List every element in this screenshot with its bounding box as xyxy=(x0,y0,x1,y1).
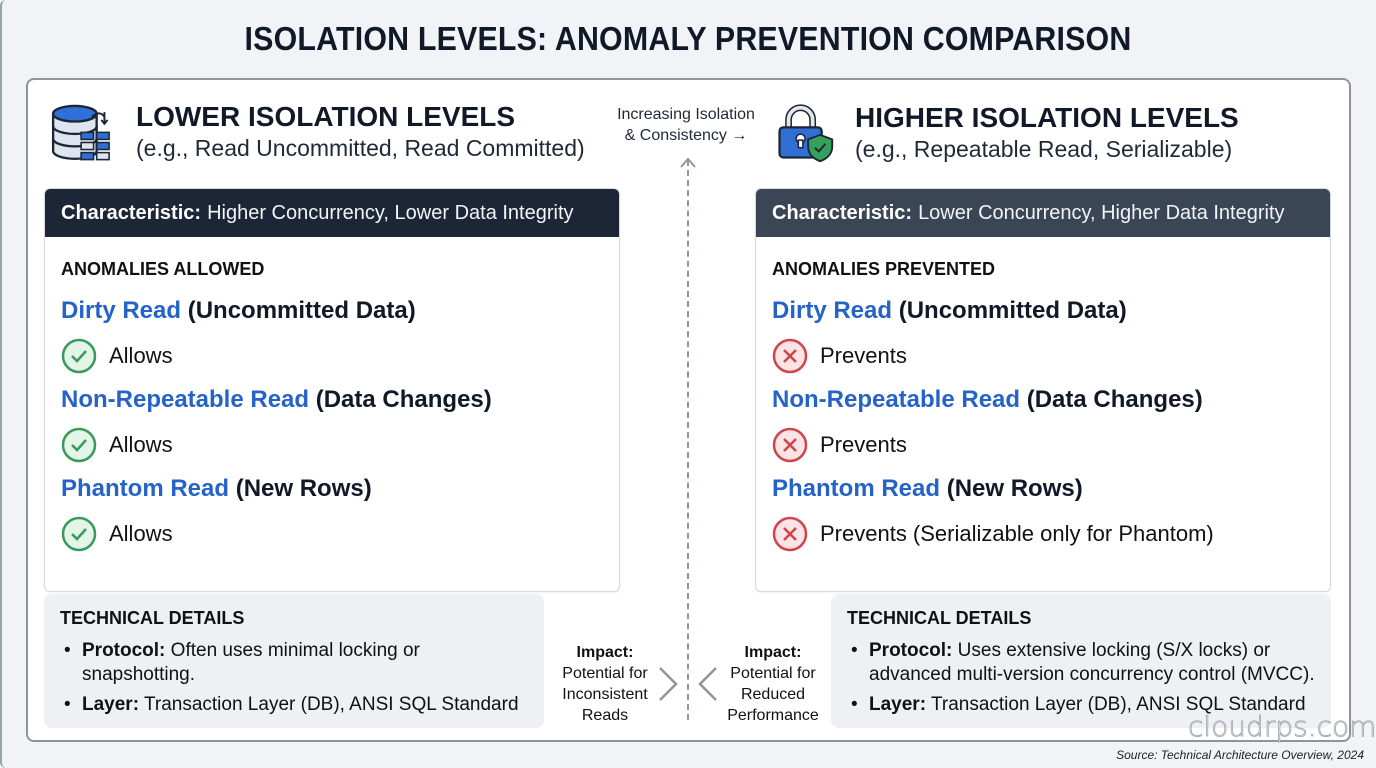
anomaly-status: Prevents xyxy=(820,343,907,368)
anomaly-name: Dirty Read xyxy=(772,297,893,324)
anomaly-name: Phantom Read xyxy=(61,475,230,502)
impact-lower xyxy=(550,642,660,726)
tech-detail-item xyxy=(847,639,1315,687)
arrow-up-icon xyxy=(679,157,697,175)
technical-details-lower xyxy=(44,594,544,728)
anomaly-name: Dirty Read xyxy=(61,297,182,324)
source-caption: Source: Technical Architecture Overview, 2024 xyxy=(1116,748,1364,762)
center-label-line2: & Consistency → xyxy=(624,127,748,144)
anomaly-name: Phantom Read xyxy=(772,475,941,502)
check-circle-icon xyxy=(61,338,97,374)
tech-detail-text: Transaction Layer (DB), ANSI SQL Standard xyxy=(930,694,1306,715)
x-circle-icon xyxy=(772,338,808,374)
higher-isolation-title: HIGHER ISOLATION LEVELS xyxy=(855,102,1239,133)
anomaly-name: Non-Repeatable Read xyxy=(772,386,1021,413)
tech-detail-item xyxy=(60,639,528,687)
impact-label: Impact: xyxy=(576,644,634,661)
impact-text: Potential for Reduced Performance xyxy=(727,665,819,724)
anomaly-detail: (Uncommitted Data) xyxy=(187,297,416,324)
impact-higher xyxy=(718,642,828,726)
anomaly-name: Non-Repeatable Read xyxy=(61,386,310,413)
characteristic-label: Characteristic: xyxy=(772,201,913,224)
higher-isolation-panel xyxy=(755,188,1331,592)
anomaly-status: Allows xyxy=(109,521,173,546)
database-table-icon xyxy=(50,100,120,164)
dashed-divider xyxy=(687,160,689,720)
characteristic-header xyxy=(45,189,619,237)
higher-isolation-heading xyxy=(775,100,1239,166)
technical-details-title: TECHNICAL DETAILS xyxy=(847,608,1032,628)
higher-isolation-subtitle: (e.g., Repeatable Read, Serializable) xyxy=(855,136,1233,162)
chevron-left-icon xyxy=(697,665,719,703)
check-circle-icon xyxy=(61,427,97,463)
anomaly-status: Allows xyxy=(109,343,173,368)
anomalies-title: ANOMALIES PREVENTED xyxy=(772,259,996,279)
page-title: ISOLATION LEVELS: ANOMALY PREVENTION COMPARISON xyxy=(244,20,1132,57)
characteristic-label: Characteristic: xyxy=(61,201,202,224)
lower-isolation-title: LOWER ISOLATION LEVELS xyxy=(136,101,516,132)
anomaly-item xyxy=(772,385,1314,463)
anomaly-item xyxy=(61,296,603,374)
center-label-line1: Increasing Isolation xyxy=(617,106,755,123)
tech-detail-label: Protocol: xyxy=(82,640,166,661)
x-circle-icon xyxy=(772,516,808,552)
anomaly-detail: (New Rows) xyxy=(235,475,372,502)
anomaly-detail: (New Rows) xyxy=(946,475,1083,502)
tech-detail-text: Transaction Layer (DB), ANSI SQL Standard xyxy=(143,694,519,715)
anomaly-item xyxy=(61,385,603,463)
characteristic-value: Lower Concurrency, Higher Data Integrity xyxy=(918,201,1285,224)
anomalies-title: ANOMALIES ALLOWED xyxy=(61,259,265,279)
anomaly-detail: (Data Changes) xyxy=(1026,386,1203,413)
x-circle-icon xyxy=(772,427,808,463)
lower-isolation-heading xyxy=(50,100,585,164)
tech-detail-text: Uses extensive locking (S/X locks) or advanced multi-version concurrency control (MVCC). xyxy=(869,640,1315,685)
watermark: cloudrps.com xyxy=(1188,710,1376,743)
increasing-isolation-label xyxy=(606,104,766,146)
check-circle-icon xyxy=(61,516,97,552)
technical-details-higher xyxy=(831,594,1331,728)
characteristic-value: Higher Concurrency, Lower Data Integrity xyxy=(207,201,574,224)
characteristic-header xyxy=(756,189,1330,237)
tech-detail-label: Layer: xyxy=(869,694,927,715)
anomaly-item xyxy=(61,474,603,552)
anomaly-item xyxy=(772,296,1314,374)
anomaly-detail: (Uncommitted Data) xyxy=(898,297,1127,324)
impact-label: Impact: xyxy=(744,644,802,661)
tech-detail-item xyxy=(60,693,528,717)
anomaly-status: Prevents xyxy=(820,432,907,457)
tech-detail-label: Protocol: xyxy=(869,640,953,661)
anomaly-status: Allows xyxy=(109,432,173,457)
lower-isolation-subtitle: (e.g., Read Uncommitted, Read Committed) xyxy=(136,135,585,161)
anomaly-item xyxy=(772,474,1314,552)
tech-detail-label: Layer: xyxy=(82,694,140,715)
anomaly-status: Prevents (Serializable only for Phantom) xyxy=(820,521,1214,546)
lower-isolation-panel xyxy=(44,188,620,592)
technical-details-title: TECHNICAL DETAILS xyxy=(60,608,245,628)
chevron-right-icon xyxy=(657,665,679,703)
tech-detail-text: Often uses minimal locking or snapshotting. xyxy=(82,640,420,685)
anomaly-detail: (Data Changes) xyxy=(315,386,492,413)
impact-text: Potential for Inconsistent Reads xyxy=(562,665,648,724)
lock-shield-icon xyxy=(775,100,839,166)
